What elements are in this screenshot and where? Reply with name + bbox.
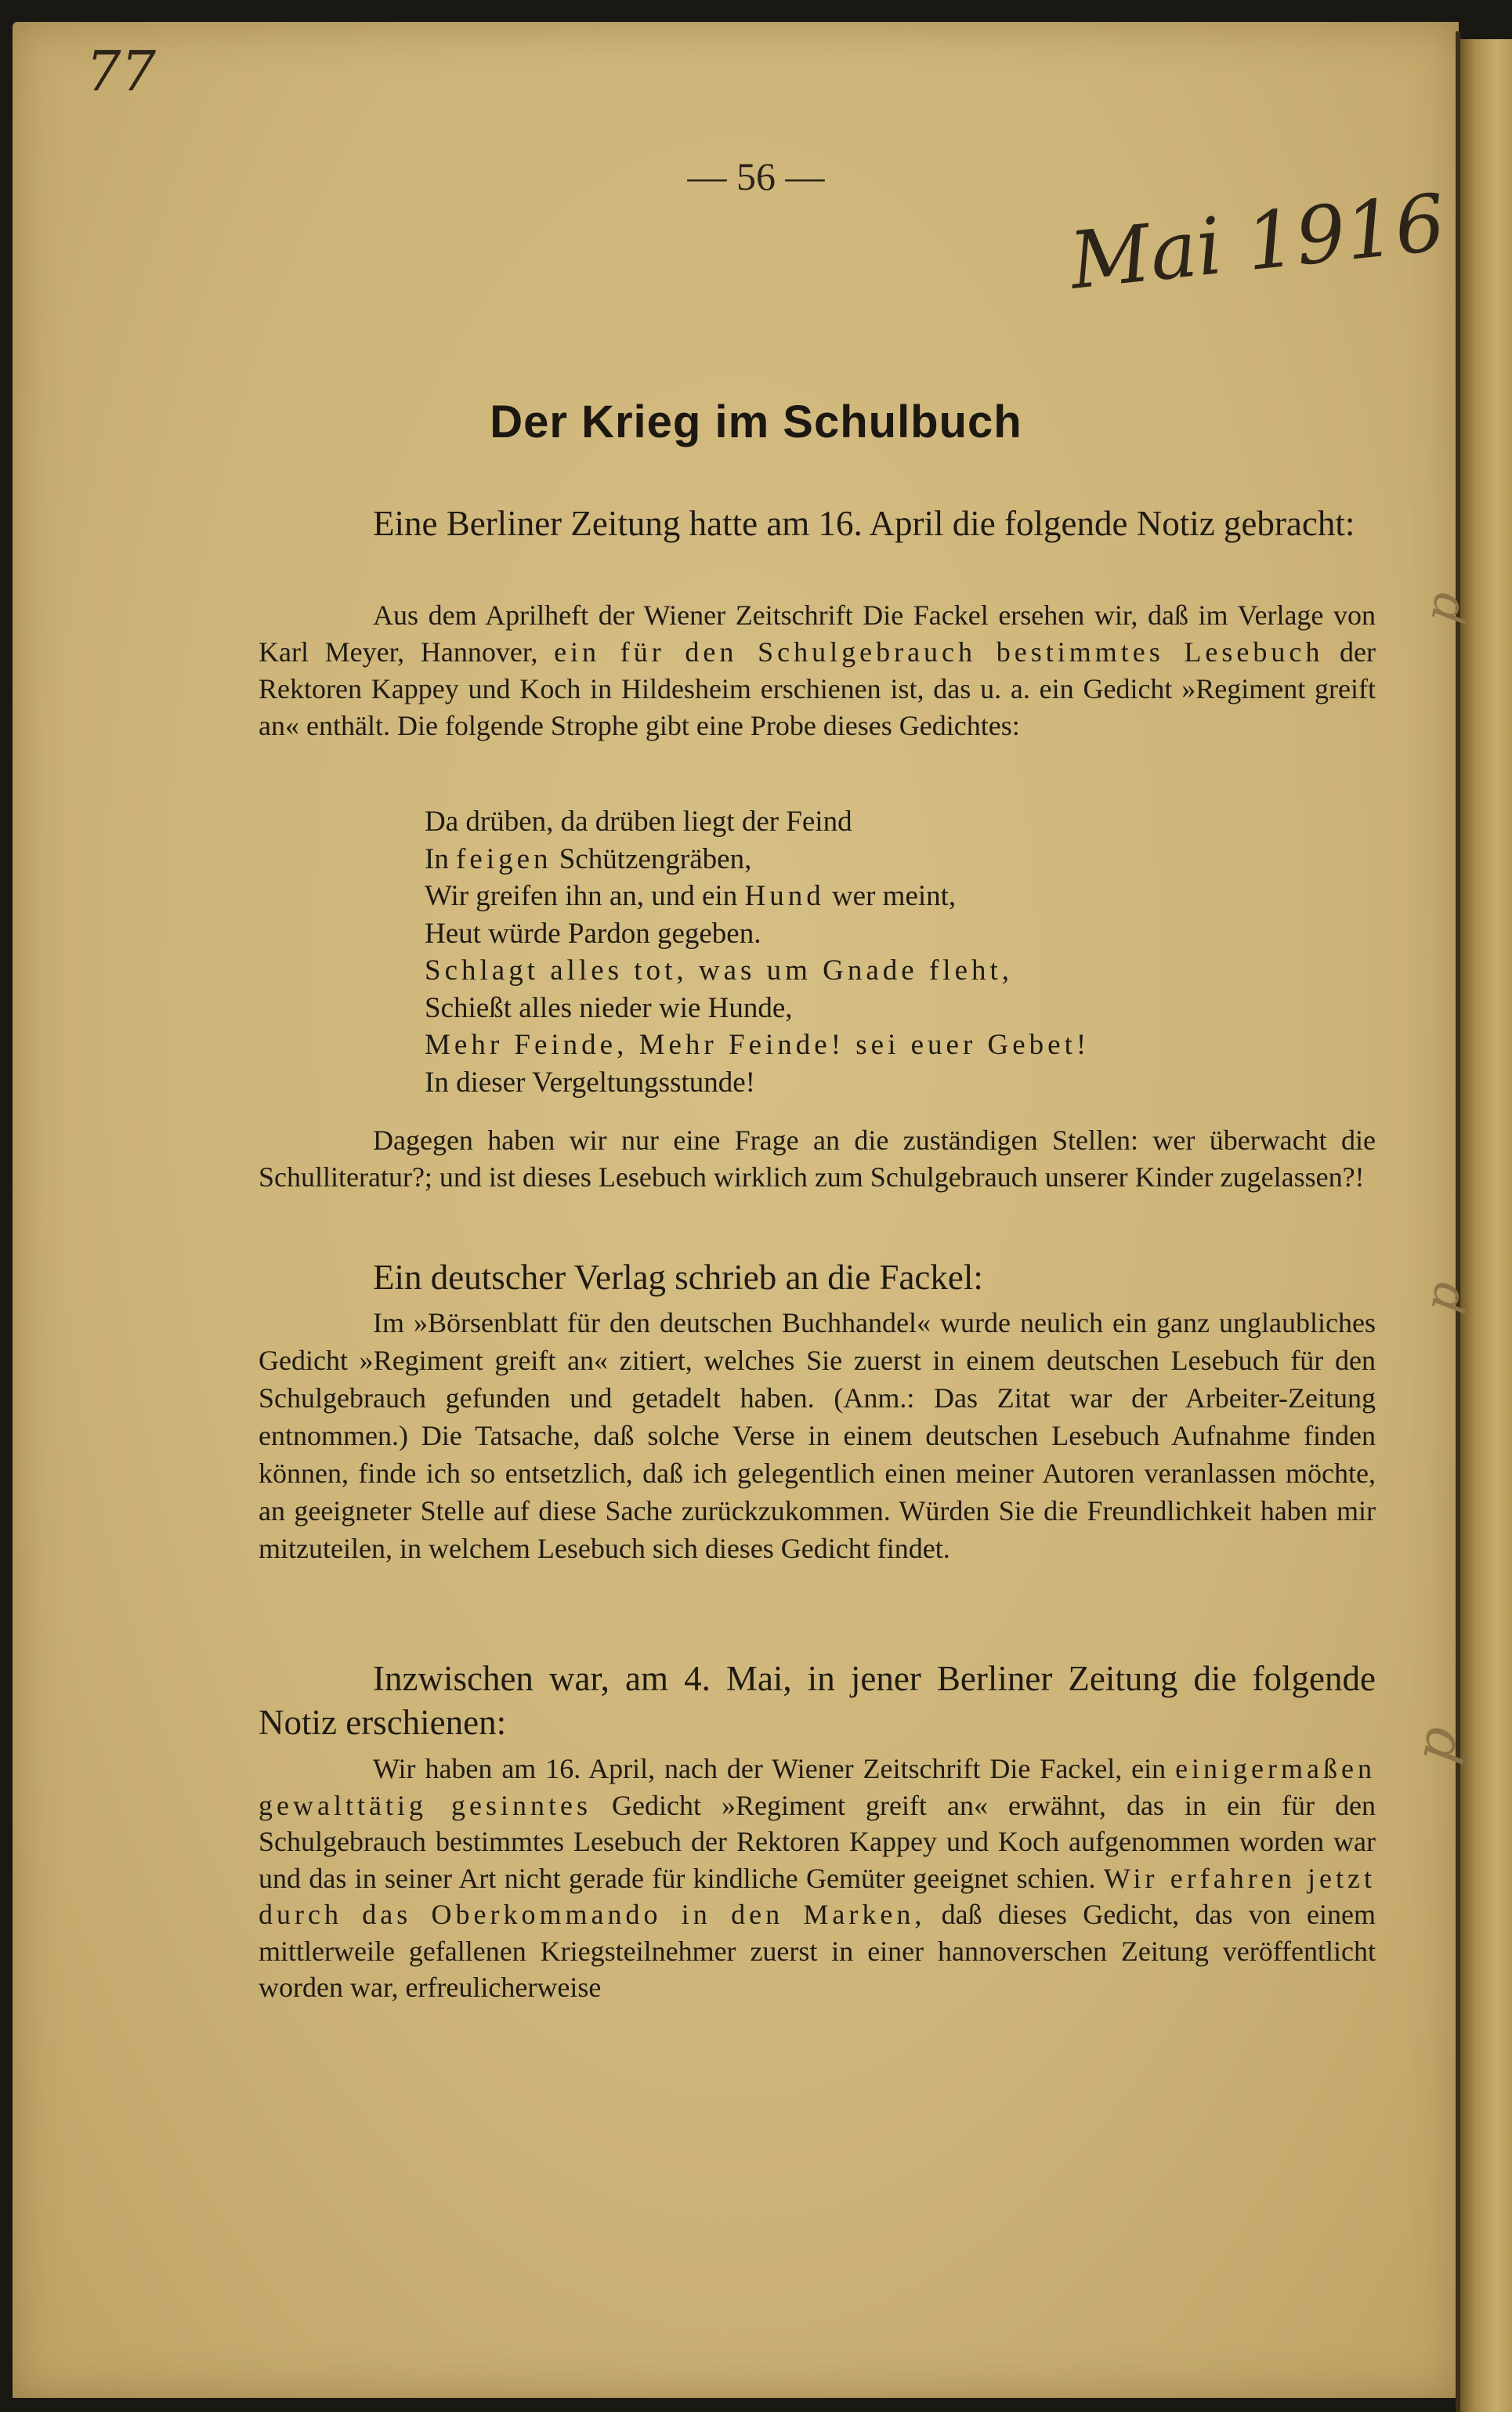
quote-spaced-text: ein für den Schulgebrauch bestimmtes Lesebuch bbox=[554, 636, 1324, 668]
notice-paragraph: Wir haben am 16. April, nach der Wiener Zeitschrift Die Fackel, ein einigermaßen gewalttätig gesinntes Gedicht »Regiment greift an« erwähnt, das in ein für den Schulgebrauch bestimmtes Lesebuch der Rektoren Kappey und Koch aufgenommen worden war und das in seiner Art nicht gerade für kindliche Gemüter geeignet schien. Wir erfahren jetzt durch das Oberkommando in den Marken, daß dieses Gedicht, das von einem mittlerweile gefallenen Kriegsteilnehmer zuerst in einer hannoverschen Zeitung veröffentlicht worden war, erfreulicherweise bbox=[259, 1753, 1376, 2003]
intro-paragraph: Eine Berliner Zeitung hatte am 16. April die folgende Notiz gebracht: bbox=[373, 504, 1355, 543]
poem-line: Heut würde Pardon gegeben. bbox=[425, 917, 761, 950]
quote-text: Aus dem Aprilheft der Wiener Zeitschrift Die Fackel ersehen wir, daß im Verlage von Karl Meyer, Hannover, bbox=[259, 599, 1376, 668]
margin-pencil-mark: p bbox=[1413, 1277, 1473, 1316]
poem-line: Schießt alles nieder wie Hunde, bbox=[425, 991, 793, 1024]
comment-paragraph: Dagegen haben wir nur eine Frage an die zuständigen Stellen: wer überwacht die Schulliteratur?; und ist dieses Lesebuch wirklich zum Schulgebrauch unserer Kinder zugelassen?! bbox=[259, 1125, 1376, 1193]
poem-line: In feigen Schützengräben, bbox=[425, 842, 752, 875]
poem-line: In dieser Vergeltungsstunde! bbox=[425, 1066, 755, 1099]
margin-pencil-mark: p bbox=[1401, 1721, 1470, 1768]
publisher-letter bbox=[259, 1304, 1376, 1567]
followup-notice bbox=[259, 1751, 1376, 2006]
handwritten-date-note: Mai 1916 bbox=[1065, 176, 1450, 307]
quote-text: der Rektoren Kappey und Koch in Hildesheim erschienen ist, das u. a. ein Gedicht »Regiment greift an« enthält. Die folgende Strophe gibt eine Probe dieses Gedichtes: bbox=[259, 636, 1376, 741]
page-gutter bbox=[1456, 31, 1460, 2412]
poem-stanza bbox=[425, 803, 1365, 1101]
poem-line: Wir greifen ihn an, und ein Hund wer meint, bbox=[425, 880, 957, 912]
quoted-notice bbox=[259, 597, 1376, 744]
letter-paragraph: Im »Börsenblatt für den deutschen Buchhandel« wurde neulich ein ganz unglaubliches Gedicht »Regiment greift an« zitiert, welches Sie zuerst in einem deutschen Lesebuch für den Schulgebrauch gefunden und getadelt haben. (Anm.: Das Zitat war der Arbeiter-Zeitung entnommen.) Die Tatsache, daß solche Verse in einem deutschen Lesebuch Aufnahme finden können, finde ich so entsetzlich, daß ich gelegentlich einen meiner Autoren veranlassen möchte, an geeigneter Stelle auf diese Sache zurückzukommen. Würden Sie die Freundlichkeit haben mir mitzuteilen, in welchem Lesebuch sich dieses Gedicht findet. bbox=[259, 1307, 1376, 1564]
book-page bbox=[13, 22, 1459, 2398]
article-title: Der Krieg im Schulbuch bbox=[490, 397, 1022, 447]
editorial-comment bbox=[259, 1122, 1376, 1196]
poem-line: Schlagt alles tot, was um Gnade fleht, bbox=[425, 954, 1014, 987]
quoted-notice-paragraph bbox=[259, 597, 1376, 744]
section-heading-followup-notice: Inzwischen war, am 4. Mai, in jener Berliner Zeitung die folgende Notiz erschienen: bbox=[259, 1659, 1376, 1742]
page-number: — 56 — bbox=[687, 154, 825, 198]
section-heading-publisher-letter: Ein deutscher Verlag schrieb an die Fackel: bbox=[373, 1258, 983, 1297]
poem-line: Mehr Feinde, Mehr Feinde! sei euer Gebet! bbox=[425, 1029, 1091, 1061]
margin-pencil-mark: p bbox=[1413, 588, 1473, 627]
handwritten-folio-number: 77 bbox=[86, 39, 157, 103]
poem-line: Da drüben, da drüben liegt der Feind bbox=[425, 806, 852, 838]
